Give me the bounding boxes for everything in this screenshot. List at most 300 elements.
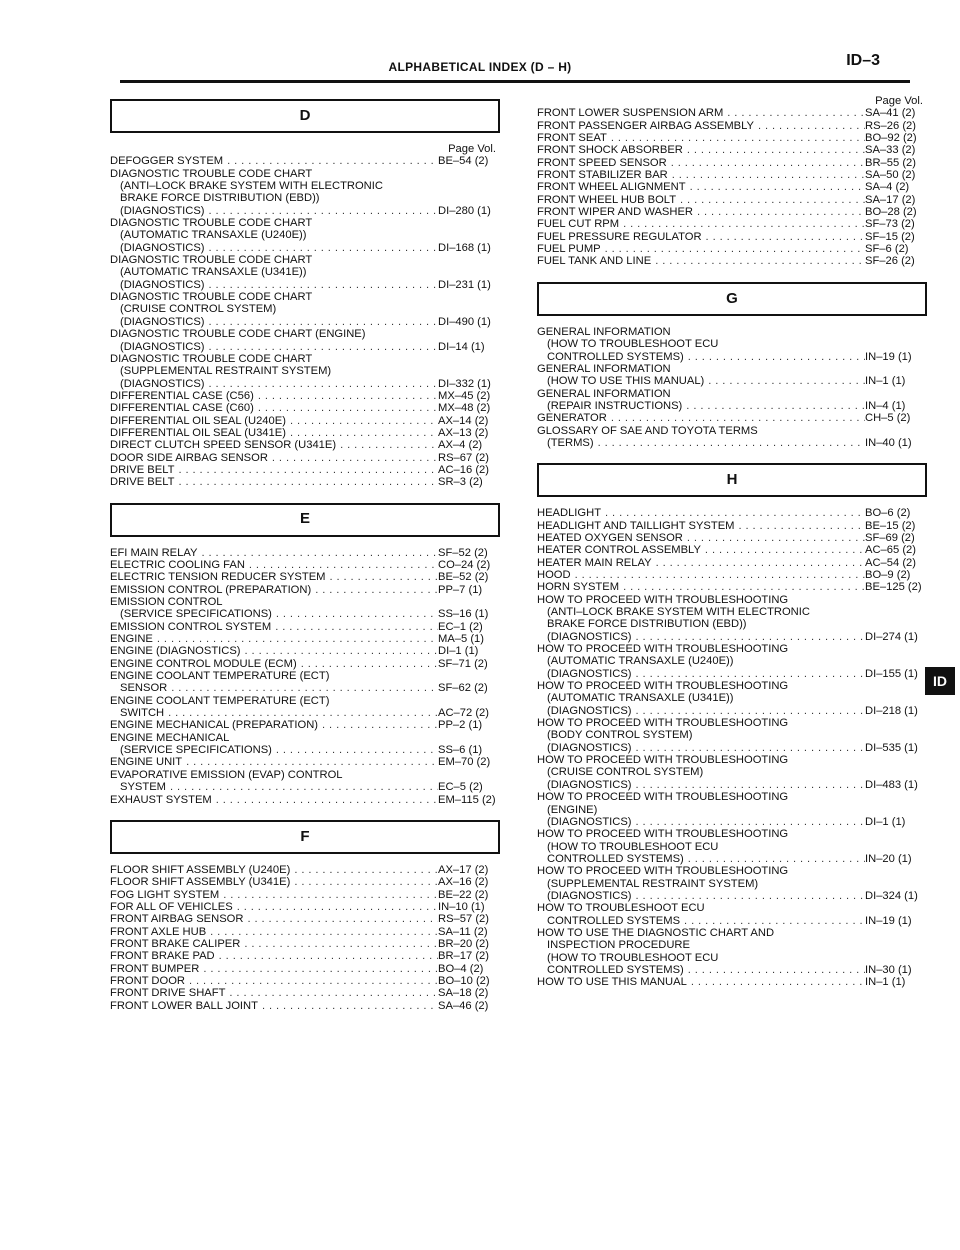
page-ref: BE–125 (2) bbox=[865, 581, 922, 594]
index-line bbox=[110, 547, 500, 559]
leader-dots bbox=[336, 439, 438, 451]
entry-title: FRONT WIPER AND WASHER bbox=[537, 206, 694, 219]
page-ref: BR–17 (2) bbox=[438, 950, 489, 963]
index-entry bbox=[537, 927, 927, 976]
index-line bbox=[537, 964, 927, 976]
index-entry bbox=[537, 326, 927, 363]
index-line bbox=[110, 476, 500, 488]
leader-dots bbox=[164, 707, 438, 719]
entry-title: FRONT LOWER BALL JOINT bbox=[110, 999, 258, 1012]
entry-title: DIFFERENTIAL OIL SEAL (U240E) bbox=[110, 414, 286, 427]
page-ref: DI–168 (1) bbox=[438, 241, 491, 254]
index-line bbox=[537, 181, 927, 193]
leader-dots bbox=[607, 412, 865, 424]
page-ref: SF–26 (2) bbox=[865, 255, 915, 268]
index-line bbox=[110, 192, 500, 204]
page-ref: AX–16 (2) bbox=[438, 876, 489, 889]
index-line bbox=[537, 878, 927, 890]
index-entry bbox=[110, 987, 500, 999]
index-line bbox=[537, 890, 927, 902]
leader-dots bbox=[683, 144, 865, 156]
page-ref: EM–70 (2) bbox=[438, 756, 491, 769]
entry-title: FOR ALL OF VEHICLES bbox=[110, 900, 233, 913]
entry-title: ELECTRIC TENSION REDUCER SYSTEM bbox=[110, 571, 326, 584]
index-entry bbox=[537, 791, 927, 828]
section-header-h: H bbox=[537, 463, 927, 497]
index-entry bbox=[537, 557, 927, 569]
entry-title: FLOOR SHIFT ASSEMBLY (U341E) bbox=[110, 876, 291, 889]
entry-title: CONTROLLED SYSTEMS) bbox=[547, 350, 684, 363]
index-line bbox=[110, 439, 500, 451]
section-header-d: D bbox=[110, 99, 500, 133]
index-line bbox=[537, 157, 927, 169]
entry-title: (ANTI–LOCK BRAKE SYSTEM WITH ELECTRONIC bbox=[547, 606, 810, 618]
entry-title: EMISSION CONTROL bbox=[110, 596, 223, 608]
entry-title: FUEL PUMP bbox=[537, 243, 601, 256]
entry-title: HOOD bbox=[537, 568, 571, 581]
entry-title: ENGINE UNIT bbox=[110, 756, 183, 769]
entry-title: (HOW TO USE THIS MANUAL) bbox=[547, 375, 705, 388]
entry-title: (ENGINE) bbox=[547, 803, 598, 816]
index-line bbox=[537, 915, 927, 927]
index-entry bbox=[537, 532, 927, 544]
index-line bbox=[110, 390, 500, 402]
leader-dots bbox=[205, 341, 438, 353]
page-ref: SF–6 (2) bbox=[865, 243, 909, 256]
entry-title: DOOR SIDE AIRBAG SENSOR bbox=[110, 451, 268, 464]
entry-title: GENERAL INFORMATION bbox=[537, 362, 671, 375]
index-line bbox=[537, 779, 927, 791]
leader-dots bbox=[254, 402, 438, 414]
index-entry bbox=[537, 206, 927, 218]
index-entry bbox=[110, 415, 500, 427]
index-entry bbox=[110, 476, 500, 488]
index-entry bbox=[110, 864, 500, 876]
entry-title: DIRECT CLUTCH SPEED SENSOR (U341E) bbox=[110, 439, 337, 452]
page-ref: SF–71 (2) bbox=[438, 657, 488, 670]
index-line bbox=[110, 303, 500, 315]
page-ref: SA–33 (2) bbox=[865, 144, 916, 157]
page-ref: DI–324 (1) bbox=[865, 889, 918, 902]
entry-title: (DIAGNOSTICS) bbox=[547, 815, 632, 828]
leader-dots bbox=[197, 547, 438, 559]
index-entry bbox=[537, 255, 927, 267]
index-entry bbox=[110, 756, 500, 768]
entry-title: (HOW TO TROUBLESHOOT ECU bbox=[547, 338, 719, 351]
entry-title: FUEL PRESSURE REGULATOR bbox=[537, 230, 702, 243]
index-line bbox=[110, 975, 500, 987]
entry-title: GENERAL INFORMATION bbox=[537, 387, 671, 400]
entry-title: (AUTOMATIC TRANSAXLE (U341E)) bbox=[120, 266, 307, 279]
entry-title: BRAKE FORCE DISTRIBUTION (EBD)) bbox=[120, 192, 320, 205]
entry-title: FRONT BRAKE PAD bbox=[110, 950, 215, 963]
leader-dots bbox=[594, 437, 865, 449]
page-ref: EM–115 (2) bbox=[438, 793, 496, 806]
entry-title: (SERVICE SPECIFICATIONS) bbox=[120, 608, 272, 621]
index-entry bbox=[537, 157, 927, 169]
page-ref: AX–17 (2) bbox=[438, 863, 489, 876]
entry-title: DIAGNOSTIC TROUBLE CODE CHART bbox=[110, 291, 313, 304]
leader-dots bbox=[607, 132, 865, 144]
index-line bbox=[537, 618, 927, 630]
entry-title: FRONT BUMPER bbox=[110, 962, 200, 975]
entry-title: FRONT LOWER SUSPENSION ARM bbox=[537, 107, 724, 120]
index-entry bbox=[110, 1000, 500, 1012]
index-line bbox=[110, 963, 500, 975]
page-ref: SF–15 (2) bbox=[865, 230, 915, 243]
page-ref: BE–52 (2) bbox=[438, 571, 489, 584]
entry-title: (DIAGNOSTICS) bbox=[120, 340, 205, 353]
index-line bbox=[110, 217, 500, 229]
index-entry bbox=[537, 107, 927, 119]
index-line bbox=[537, 841, 927, 853]
index-line bbox=[110, 658, 500, 670]
section-header-e: E bbox=[110, 503, 500, 537]
leader-dots bbox=[240, 938, 438, 950]
entry-title: EXHAUST SYSTEM bbox=[110, 793, 212, 806]
leader-dots bbox=[219, 889, 438, 901]
leader-dots bbox=[185, 975, 438, 987]
index-line bbox=[537, 569, 927, 581]
index-line bbox=[110, 279, 500, 291]
index-line bbox=[537, 363, 927, 375]
index-line bbox=[110, 645, 500, 657]
index-line bbox=[110, 464, 500, 476]
index-line bbox=[537, 705, 927, 717]
entry-title: HEATER CONTROL ASSEMBLY bbox=[537, 544, 701, 557]
index-line bbox=[537, 132, 927, 144]
index-entry bbox=[537, 243, 927, 255]
leader-dots bbox=[632, 742, 865, 754]
leader-dots bbox=[682, 400, 865, 412]
index-line bbox=[537, 791, 927, 803]
index-entry bbox=[537, 412, 927, 424]
page-ref: CH–5 (2) bbox=[865, 412, 911, 425]
index-line bbox=[537, 939, 927, 951]
page-ref: BO–6 (2) bbox=[865, 507, 911, 520]
index-entry bbox=[110, 155, 500, 167]
page-ref: BO–92 (2) bbox=[865, 132, 917, 145]
entry-title: (SERVICE SPECIFICATIONS) bbox=[120, 744, 272, 757]
index-line bbox=[110, 180, 500, 192]
entry-title: FRONT AIRBAG SENSOR bbox=[110, 913, 244, 926]
entry-title: ENGINE bbox=[110, 633, 153, 646]
page-ref: BO–28 (2) bbox=[865, 206, 917, 219]
index-entry bbox=[110, 168, 500, 217]
page-ref: SA–46 (2) bbox=[438, 999, 489, 1012]
leader-dots bbox=[632, 890, 865, 902]
entry-title: SENSOR bbox=[120, 682, 168, 695]
index-line bbox=[110, 608, 500, 620]
index-entry bbox=[110, 963, 500, 975]
index-line bbox=[537, 655, 927, 667]
index-entry bbox=[537, 643, 927, 680]
entry-title: HOW TO PROCEED WITH TROUBLESHOOTING bbox=[537, 791, 789, 804]
index-line bbox=[110, 316, 500, 328]
index-entry bbox=[537, 169, 927, 181]
index-line bbox=[537, 375, 927, 387]
entry-title: HOW TO PROCEED WITH TROUBLESHOOTING bbox=[537, 643, 789, 656]
entry-title: GENERATOR bbox=[537, 412, 607, 425]
leader-dots bbox=[241, 645, 438, 657]
index-line bbox=[110, 291, 500, 303]
index-line bbox=[537, 865, 927, 877]
leader-dots bbox=[684, 964, 865, 976]
page-ref: DI–535 (1) bbox=[865, 741, 918, 754]
index-line bbox=[537, 338, 927, 350]
index-entry bbox=[537, 828, 927, 865]
leader-dots bbox=[286, 427, 438, 439]
page-ref: SA–18 (2) bbox=[438, 987, 489, 1000]
page-title: ALPHABETICAL INDEX (D – H) bbox=[388, 60, 572, 74]
leader-dots bbox=[632, 668, 865, 680]
index-entry bbox=[537, 120, 927, 132]
entry-title: EVAPORATIVE EMISSION (EVAP) CONTROL bbox=[110, 768, 343, 781]
page-ref: IN–1 (1) bbox=[865, 375, 906, 388]
leader-dots bbox=[199, 963, 438, 975]
index-entry bbox=[110, 254, 500, 291]
index-line bbox=[110, 341, 500, 353]
page-ref: DI–218 (1) bbox=[865, 704, 918, 717]
index-line bbox=[537, 680, 927, 692]
index-line bbox=[110, 913, 500, 925]
index-entry bbox=[110, 975, 500, 987]
entry-title: CONTROLLED SYSTEMS) bbox=[547, 852, 684, 865]
leader-dots bbox=[652, 557, 865, 569]
leader-dots bbox=[311, 584, 438, 596]
entry-title: HORN SYSTEM bbox=[537, 581, 620, 594]
index-entry bbox=[537, 754, 927, 791]
page-ref: PP–2 (1) bbox=[438, 719, 483, 732]
index-entry bbox=[110, 621, 500, 633]
index-line bbox=[537, 388, 927, 400]
entry-title: HOW TO PROCEED WITH TROUBLESHOOTING bbox=[537, 865, 789, 878]
index-line bbox=[537, 243, 927, 255]
leader-dots bbox=[601, 507, 865, 519]
entry-title: (TERMS) bbox=[547, 436, 594, 449]
index-line bbox=[110, 378, 500, 390]
index-line bbox=[537, 351, 927, 363]
index-line bbox=[537, 581, 927, 593]
index-line bbox=[110, 254, 500, 266]
page-ref: SA–11 (2) bbox=[438, 925, 488, 938]
leader-dots bbox=[632, 705, 865, 717]
page-ref: DI–1 (1) bbox=[865, 815, 906, 828]
page-ref: BR–55 (2) bbox=[865, 156, 916, 169]
index-line bbox=[537, 107, 927, 119]
page-ref: DI–155 (1) bbox=[865, 667, 918, 680]
index-line bbox=[110, 889, 500, 901]
page-vol-label: Page Vol. bbox=[875, 95, 923, 107]
page-ref: CO–24 (2) bbox=[438, 558, 491, 571]
leader-dots bbox=[632, 779, 865, 791]
index-entry bbox=[537, 194, 927, 206]
index-line bbox=[110, 901, 500, 913]
page-ref: SR–3 (2) bbox=[438, 476, 483, 489]
entry-title: FRONT SHOCK ABSORBER bbox=[537, 144, 683, 157]
entry-title: ENGINE MECHANICAL (PREPARATION) bbox=[110, 719, 319, 732]
page-ref: IN–19 (1) bbox=[865, 350, 912, 363]
entry-title: HOW TO PROCEED WITH TROUBLESHOOTING bbox=[537, 717, 789, 730]
entry-title: ENGINE CONTROL MODULE (ECM) bbox=[110, 657, 297, 670]
index-line bbox=[110, 559, 500, 571]
index-line bbox=[110, 719, 500, 731]
entry-title: FRONT PASSENGER AIRBAG ASSEMBLY bbox=[537, 119, 754, 132]
entry-title: INSPECTION PROCEDURE bbox=[547, 939, 690, 952]
index-line bbox=[110, 1000, 500, 1012]
page-ref: DI–231 (1) bbox=[438, 278, 491, 291]
index-entry bbox=[110, 645, 500, 657]
entry-title: HOW TO PROCEED WITH TROUBLESHOOTING bbox=[537, 754, 789, 767]
index-line bbox=[537, 976, 927, 988]
page-vol-label: Page Vol. bbox=[448, 143, 496, 155]
entry-title: ENGINE MECHANICAL bbox=[110, 731, 230, 744]
index-entry bbox=[110, 889, 500, 901]
leader-dots bbox=[233, 901, 438, 913]
index-entry bbox=[537, 594, 927, 643]
entry-title: HEADLIGHT bbox=[537, 507, 602, 520]
leader-dots bbox=[619, 218, 865, 230]
index-line bbox=[537, 120, 927, 132]
section-header-g: G bbox=[537, 282, 927, 316]
page-ref: SF–73 (2) bbox=[865, 218, 915, 231]
index-line bbox=[110, 353, 500, 365]
index-line bbox=[110, 168, 500, 180]
page-ref: EC–1 (2) bbox=[438, 620, 483, 633]
index-entry bbox=[537, 976, 927, 988]
entry-title: FRONT WHEEL HUB BOLT bbox=[537, 193, 677, 206]
page-ref: AX–4 (2) bbox=[438, 439, 483, 452]
index-entry bbox=[110, 769, 500, 794]
index-line bbox=[537, 544, 927, 556]
index-entry bbox=[537, 425, 927, 450]
leader-dots bbox=[632, 631, 865, 643]
entry-title: ENGINE (DIAGNOSTICS) bbox=[110, 645, 241, 658]
entry-title: (DIAGNOSTICS) bbox=[120, 241, 205, 254]
index-entry bbox=[110, 217, 500, 254]
entry-title: EMISSION CONTROL (PREPARATION) bbox=[110, 583, 312, 596]
leader-dots bbox=[271, 621, 438, 633]
left-column bbox=[110, 95, 500, 1012]
index-entry bbox=[110, 901, 500, 913]
index-line bbox=[537, 828, 927, 840]
index-entry bbox=[110, 794, 500, 806]
leader-dots bbox=[174, 476, 438, 488]
page-ref: AC–65 (2) bbox=[865, 544, 916, 557]
index-line bbox=[537, 816, 927, 828]
index-line bbox=[110, 621, 500, 633]
index-line bbox=[537, 557, 927, 569]
index-line bbox=[537, 594, 927, 606]
index-entry bbox=[110, 695, 500, 720]
index-line bbox=[537, 729, 927, 741]
leader-dots bbox=[686, 181, 865, 193]
leader-dots bbox=[326, 571, 439, 583]
index-line bbox=[110, 756, 500, 768]
index-line bbox=[537, 902, 927, 914]
leader-dots bbox=[290, 876, 438, 888]
page-ref: DI–332 (1) bbox=[438, 377, 491, 390]
entry-title: (ANTI–LOCK BRAKE SYSTEM WITH ELECTRONIC bbox=[120, 180, 383, 193]
leader-dots bbox=[268, 452, 438, 464]
entry-title: FLOOR SHIFT ASSEMBLY (U240E) bbox=[110, 863, 291, 876]
index-line bbox=[110, 427, 500, 439]
entry-title: SYSTEM bbox=[120, 781, 167, 794]
page-ref: IN–30 (1) bbox=[865, 963, 912, 976]
index-entry bbox=[110, 876, 500, 888]
leader-dots bbox=[174, 464, 438, 476]
leader-dots bbox=[704, 375, 865, 387]
index-line bbox=[537, 400, 927, 412]
leader-dots bbox=[632, 816, 865, 828]
index-line bbox=[110, 205, 500, 217]
page-ref: SF–52 (2) bbox=[438, 546, 488, 559]
entry-title: (DIAGNOSTICS) bbox=[547, 741, 632, 754]
leader-dots bbox=[684, 853, 865, 865]
leader-dots bbox=[225, 987, 438, 999]
entry-title: (CRUISE CONTROL SYSTEM) bbox=[120, 303, 277, 316]
entry-title: FRONT BRAKE CALIPER bbox=[110, 937, 241, 950]
page-ref: RS–26 (2) bbox=[865, 119, 916, 132]
index-line bbox=[110, 769, 500, 781]
page-ref: IN–10 (1) bbox=[438, 900, 485, 913]
index-line bbox=[110, 950, 500, 962]
leader-dots bbox=[205, 378, 438, 390]
section-tab-marker: ID bbox=[925, 667, 955, 695]
leader-dots bbox=[254, 390, 438, 402]
index-line bbox=[110, 452, 500, 464]
index-line bbox=[537, 144, 927, 156]
page-ref: BO–4 (2) bbox=[438, 962, 484, 975]
page-ref: IN–1 (1) bbox=[865, 976, 906, 989]
index-line bbox=[537, 804, 927, 816]
entry-title: (DIAGNOSTICS) bbox=[547, 704, 632, 717]
leader-dots bbox=[687, 976, 865, 988]
index-entry bbox=[537, 231, 927, 243]
index-line bbox=[110, 415, 500, 427]
index-line bbox=[537, 927, 927, 939]
entry-title: (BODY CONTROL SYSTEM) bbox=[547, 729, 693, 742]
right-column bbox=[537, 95, 927, 989]
page-ref: SF–62 (2) bbox=[438, 682, 488, 695]
leader-dots bbox=[223, 155, 438, 167]
index-entry bbox=[110, 571, 500, 583]
entry-title: (DIAGNOSTICS) bbox=[120, 377, 205, 390]
entry-title: FUEL CUT RPM bbox=[537, 218, 620, 231]
entry-title: (SUPPLEMENTAL RESTRAINT SYSTEM) bbox=[120, 365, 332, 378]
page-ref: DI–490 (1) bbox=[438, 315, 491, 328]
leader-dots bbox=[571, 569, 865, 581]
entry-title: (HOW TO TROUBLESHOOT ECU bbox=[547, 840, 719, 853]
entry-title: HOW TO PROCEED WITH TROUBLESHOOTING bbox=[537, 593, 789, 606]
page-ref: IN–4 (1) bbox=[865, 399, 906, 412]
index-line bbox=[537, 425, 927, 437]
entry-title: FRONT DOOR bbox=[110, 974, 185, 987]
entry-title: CONTROLLED SYSTEMS) bbox=[547, 963, 684, 976]
page-ref: DI–14 (1) bbox=[438, 340, 485, 353]
index-line bbox=[110, 864, 500, 876]
entry-title: (HOW TO TROUBLESHOOT ECU bbox=[547, 951, 719, 964]
entry-title: GLOSSARY OF SAE AND TOYOTA TERMS bbox=[537, 424, 758, 437]
entry-title: (DIAGNOSTICS) bbox=[120, 204, 205, 217]
header-rule bbox=[120, 80, 910, 83]
index-line bbox=[110, 266, 500, 278]
leader-dots bbox=[702, 231, 865, 243]
index-entry bbox=[537, 132, 927, 144]
index-entry bbox=[110, 328, 500, 353]
entry-title: (DIAGNOSTICS) bbox=[547, 778, 632, 791]
index-line bbox=[537, 326, 927, 338]
